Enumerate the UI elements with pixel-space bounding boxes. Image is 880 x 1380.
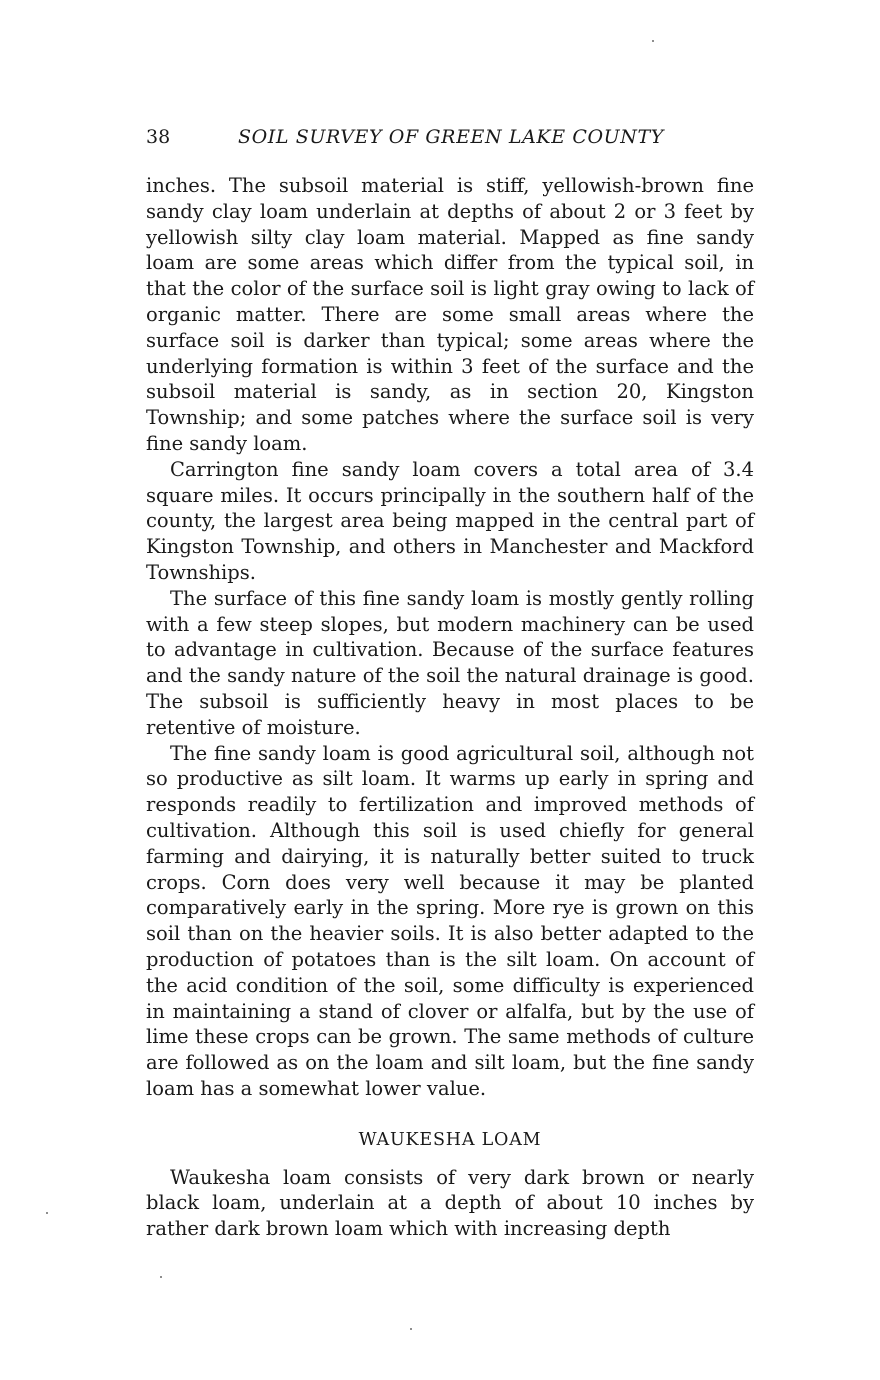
paragraph-waukesha: Waukesha loam consists of very dark brown or nearly black loam, underlain at a depth of about 10 inches by rather dark brown loam which with increasing depth	[146, 1165, 754, 1241]
paragraph-agriculture: The fine sandy loam is good agricultural soil, although not so productive as silt loam. It warms up early in spring and responds readily to fertilization and improved methods of cultivation. Although this soil is used chiefly for general farming and dairying, it is naturally better suited to truck crops. Corn does very well because it may be planted comparatively early in the spring. More rye is grown on this soil than on the heavier soils. It is also better adapted to the production of potatoes than is the silt loam. On account of the acid condition of the soil, some difficulty is experienced in maintaining a stand of clover or alfalfa, but by the use of lime these crops can be grown. The same methods of culture are followed as on the loam and silt loam, but the fine sandy loam has a somewhat lower value.	[146, 741, 754, 1100]
scan-speck	[652, 40, 654, 42]
paragraph-continued: inches. The subsoil material is stiff, yellowish-brown fine sandy clay loam underlain at depths of about 2 or 3 feet by yellowish silty clay loam material. Mapped as fine sandy loam are some areas which differ from the typical soil, in that the color of the surface soil is light gray owing to lack of organic matter. There are some small areas where the surface soil is darker than typical; some areas where the underlying formation is within 3 feet of the surface and the subsoil material is sandy, as in section 20, Kingston Township; and some patches where the surface soil is very fine sandy loam.	[146, 174, 754, 455]
page	[146, 126, 754, 1242]
section-heading: WAUKESHA LOAM	[358, 1129, 542, 1150]
scan-speck	[46, 1212, 48, 1214]
paragraph-surface: The surface of this fine sandy loam is mostly gently rolling with a few steep slopes, but modern machinery can be used to advantage in cultivation. Because of the surface features and the sandy nature of the soil the natural drainage is good. The subsoil is sufficiently heavy in most places to be retentive of moisture.	[146, 586, 754, 739]
page-header	[146, 126, 754, 156]
paragraph-area: Carrington fine sandy loam covers a total area of 3.4 square miles. It occurs principally in the southern half of the county, the largest area being mapped in the central part of Kingston Township, and others in Manchester and Mackford Townships.	[146, 457, 754, 584]
page-number: 38	[146, 126, 171, 148]
scan-speck	[160, 1276, 162, 1278]
scan-speck	[410, 1328, 412, 1330]
running-head: SOIL SURVEY OF GREEN LAKE COUNTY	[238, 126, 664, 148]
